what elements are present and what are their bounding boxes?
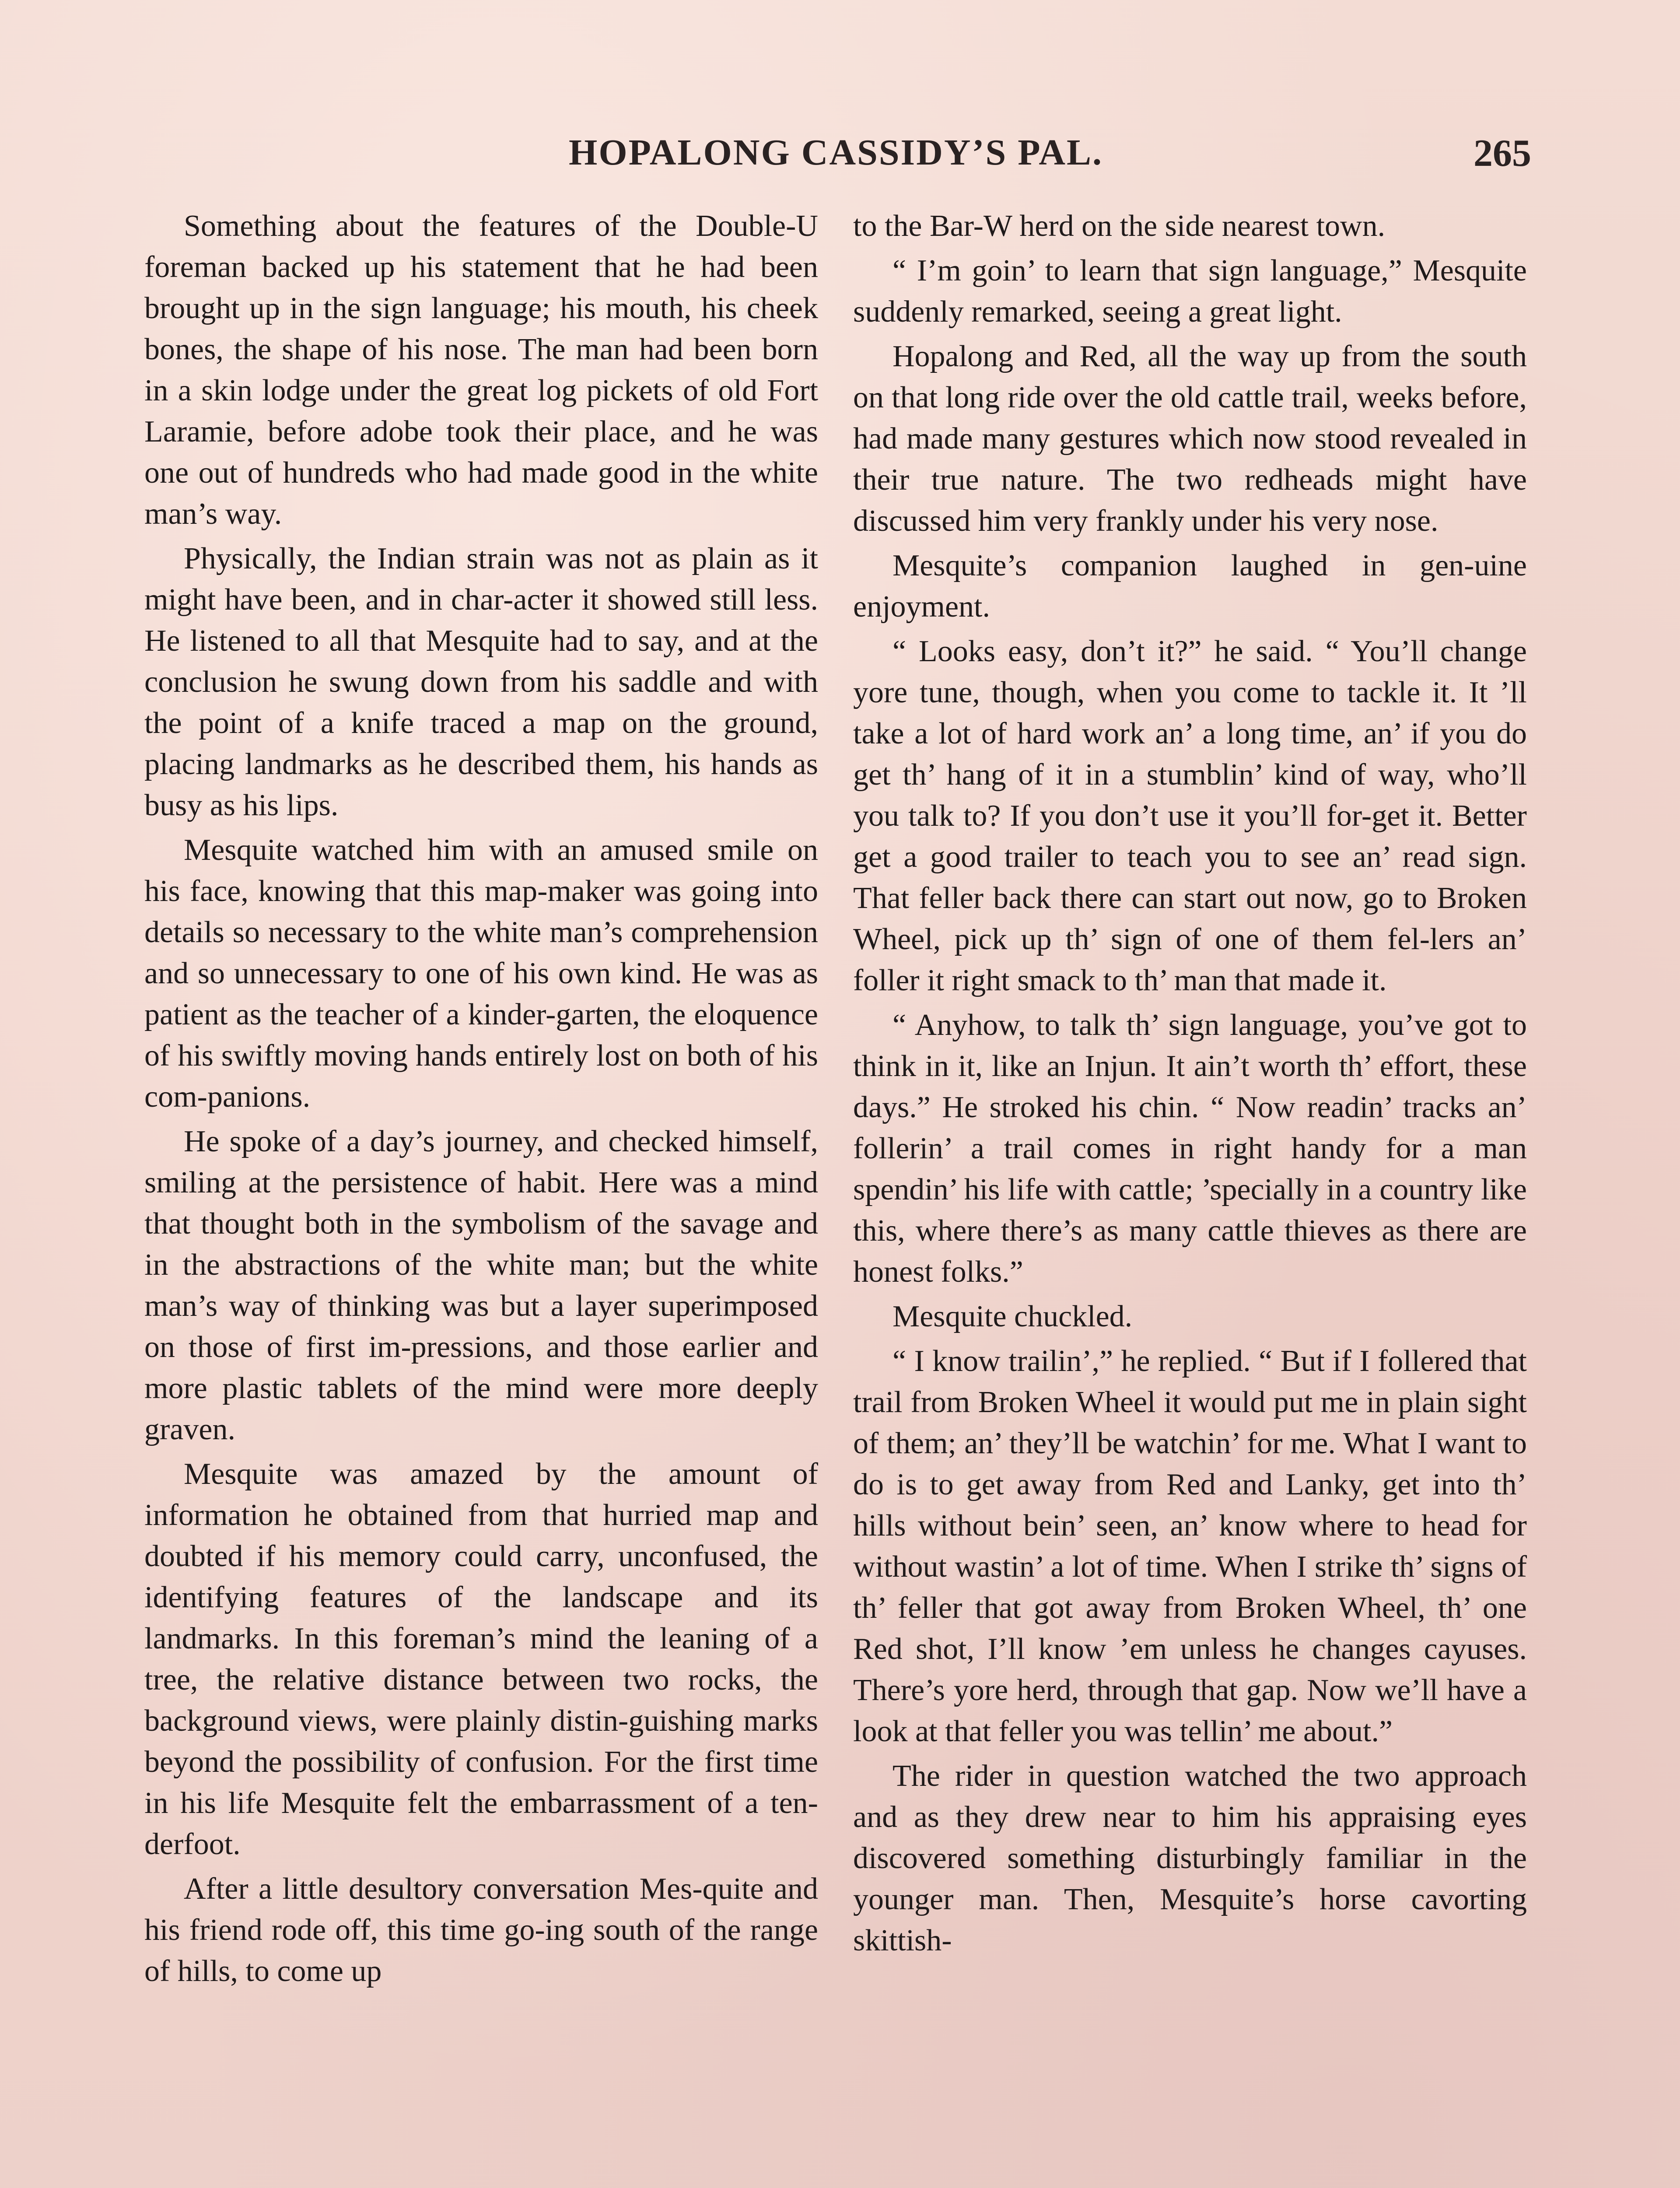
paragraph: Something about the features of the Double-U foreman backed up his statement that he had been brought up in the sign language; his mouth, his cheek bones, the shape of his nose. The man had been born in a skin lodge under the great log pickets of old Fort Laramie, before adobe took their place, and he was one out of hundreds who had made good in the white man’s way.: [144, 209, 818, 531]
paragraph: He spoke of a day’s journey, and checked himself, smiling at the persistence of habit. Here was a mind that thought both in the symbolism of the savage and in the abstractions of the white man; but the white man’s way of thinking was but a layer superimposed on those of first im-pressions, and those earlier and more plastic tablets of the mind were more deeply graven.: [144, 1125, 818, 1446]
paragraph: Mesquite watched him with an amused smile on his face, knowing that this map-maker was going into details so necessary to the white man’s comprehension and so unnecessary to one of his own kind. He was as patient as the teacher of a kinder-garten, the eloquence of his swiftly moving hands entirely lost on both of his com-panions.: [144, 833, 818, 1114]
paragraph: “ I’m goin’ to learn that sign language,” Mesquite suddenly remarked, seeing a great light.: [853, 254, 1527, 329]
paragraph: “ Anyhow, to talk th’ sign language, you’ve got to think in it, like an Injun. It ain’t worth th’ effort, these days.” He stroked his chin. “ Now readin’ tracks an’ follerin’ a trail comes in right handy for a man spendin’ his life with cattle; ’specially in a country like this, where there’s as many cattle thieves as there are honest folks.”: [853, 1008, 1527, 1289]
paragraph: Mesquite chuckled.: [892, 1300, 1133, 1333]
paragraph-continued: to the Bar-W herd on the side nearest town.: [853, 209, 1386, 243]
page-number: 265: [1474, 132, 1531, 175]
paragraph: Hopalong and Red, all the way up from the south on that long ride over the old cattle trail, weeks before, had made many gestures which now stood revealed in their true nature. The two redheads might have discussed him very frankly under his very nose.: [853, 340, 1527, 538]
paragraph: Mesquite was amazed by the amount of information he obtained from that hurried map and doubted if his memory could carry, unconfused, the identifying features of the landscape and its landmarks. In this foreman’s mind the leaning of a tree, the relative distance between two rocks, the background views, were plainly distin-guishing marks beyond the possibility of confusion. For the first time in his life Mesquite felt the embarrassment of a ten-derfoot.: [144, 1457, 818, 1861]
right-column: [853, 206, 1527, 1965]
paragraph: Mesquite’s companion laughed in gen-uine enjoyment.: [853, 549, 1527, 624]
paragraph: The rider in question watched the two approach and as they drew near to him his appraising eyes discovered something disturbingly familiar in the younger man. Then, Mesquite’s horse cavorting skittish-: [853, 1759, 1527, 1957]
paragraph: “ I know trailin’,” he replied. “ But if I follered that trail from Broken Wheel it would put me in plain sight of them; an’ they’ll be watchin’ for me. What I want to do is to get away from Red and Lanky, get into th’ hills without bein’ seen, an’ know where to head for without wastin’ a lot of time. When I strike th’ signs of th’ feller that got away from Broken Wheel, th’ one Red shot, I’ll know ’em unless he changes cayuses. There’s yore herd, through that gap. Now we’ll have a look at that feller you was tellin’ me about.”: [853, 1344, 1527, 1748]
running-head-title: HOPALONG CASSIDY’S PAL.: [569, 132, 1103, 173]
paragraph: Physically, the Indian strain was not as plain as it might have been, and in char-acter it showed still less. He listened to all that Mesquite had to say, and at the conclusion he swung down from his saddle and with the point of a knife traced a map on the ground, placing landmarks as he described them, his hands as busy as his lips.: [144, 542, 818, 822]
paragraph: After a little desultory conversation Mes-quite and his friend rode off, this time go-ing south of the range of hills, to come up: [144, 1872, 818, 1988]
paragraph: “ Looks easy, don’t it?” he said. “ You’ll change yore tune, though, when you come to tackle it. It ’ll take a lot of hard work an’ a long time, an’ if you do get th’ hang of it in a stumblin’ kind of way, who’ll you talk to? If you don’t use it you’ll for-get it. Better get a good trailer to teach you to see an’ read sign. That feller back there can start out now, go to Broken Wheel, pick up th’ sign of one of them fel-lers an’ foller it right smack to th’ man that made it.: [853, 635, 1527, 997]
left-column: [144, 206, 818, 1995]
